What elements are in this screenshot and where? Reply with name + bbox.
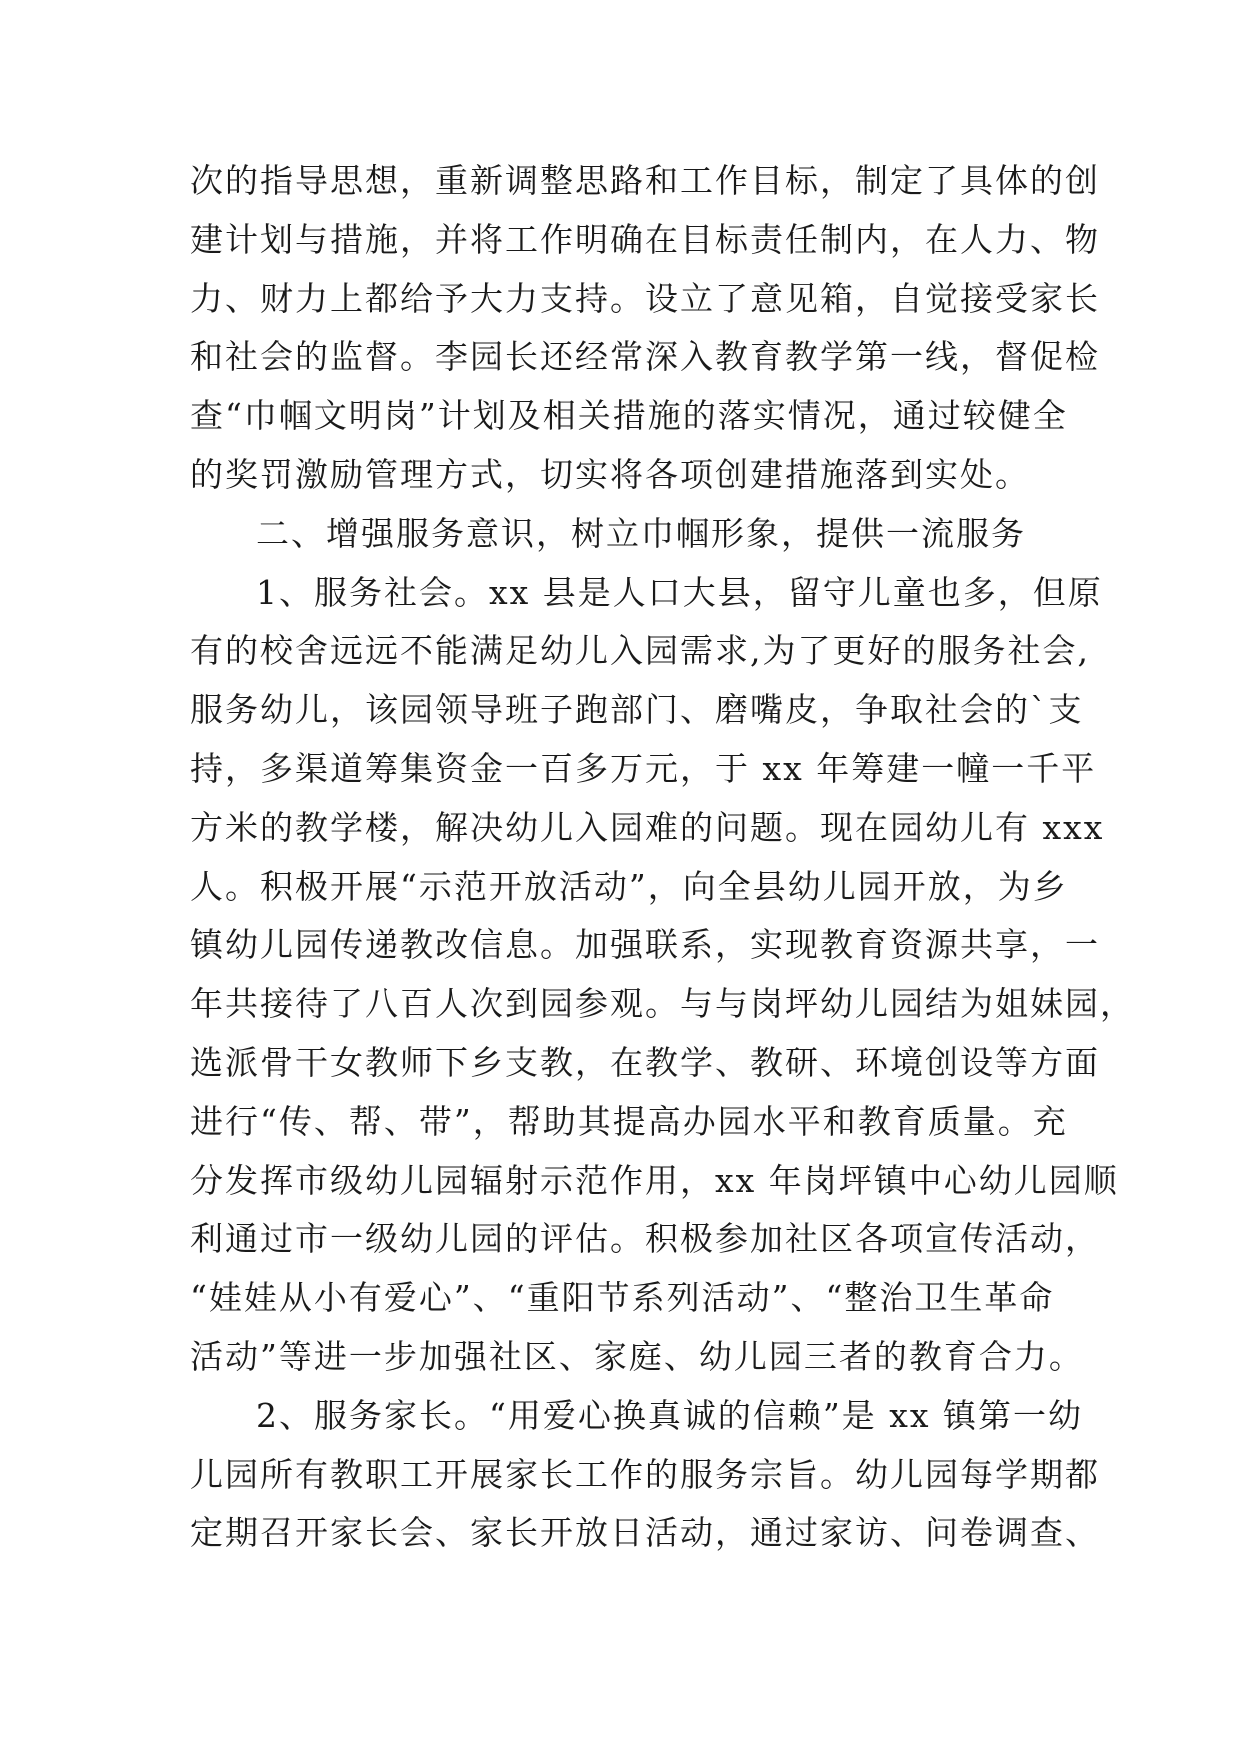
text-line: 活动”等进一步加强社区、家庭、幼儿园三者的教育合力。 — [190, 1336, 1084, 1376]
text-line: 人。积极开展“示范开放活动”，向全县幼儿园开放，为乡 — [190, 866, 1068, 906]
paragraph-start-line: 1、服务社会。xx 县是人口大县，留守儿童也多，但原 — [256, 572, 1103, 612]
text-line: 的奖罚激励管理方式，切实将各项创建措施落到实处。 — [190, 454, 1030, 494]
text-line: 服务幼儿，该园领导班子跑部门、磨嘴皮，争取社会的`支 — [190, 690, 1084, 730]
body-text — [190, 152, 1135, 1563]
text-line: 有的校舍远远不能满足幼儿入园需求,为了更好的服务社会, — [190, 631, 1090, 671]
text-line: 力、财力上都给予大力支持。设立了意见箱，自觉接受家长 — [190, 278, 1100, 318]
text-line: 次的指导思想，重新调整思路和工作目标，制定了具体的创 — [190, 161, 1100, 200]
text-line: 利通过市一级幼儿园的评估。积极参加社区各项宣传活动， — [190, 1219, 1100, 1259]
text-line: 持，多渠道筹集资金一百多万元，于 xx 年筹建一幢一千平 — [190, 748, 1097, 788]
text-line: 查“巾帼文明岗”计划及相关措施的落实情况，通过较健全 — [190, 396, 1068, 436]
text-line: 进行“传、帮、带”，帮助其提高办园水平和教育质量。充 — [190, 1101, 1068, 1141]
text-line: 分发挥市级幼儿园辐射示范作用，xx 年岗坪镇中心幼儿园顺 — [190, 1160, 1119, 1200]
text-line: 镇幼儿园传递教改信息。加强联系，实现教育资源共享，一 — [190, 925, 1100, 965]
text-line: 年共接待了八百人次到园参观。与与岗坪幼儿园结为姐妹园， — [190, 984, 1135, 1024]
text-line: 选派骨干女教师下乡支教，在教学、教研、环境创设等方面 — [190, 1042, 1100, 1082]
text-line: 和社会的监督。李园长还经常深入教育教学第一线，督促检 — [190, 337, 1100, 377]
text-line: 儿园所有教职工开展家长工作的服务宗旨。幼儿园每学期都 — [190, 1454, 1100, 1494]
text-line: 定期召开家长会、家长开放日活动，通过家访、问卷调查、 — [190, 1513, 1100, 1553]
section-heading: 二、增强服务意识，树立巾帼形象，提供一流服务 — [256, 513, 1026, 553]
paragraph-start-line: 2、服务家长。“用爱心换真诚的信赖”是 xx 镇第一幼 — [256, 1395, 1083, 1435]
text-line: 建计划与措施，并将工作明确在目标责任制内，在人力、物 — [190, 219, 1100, 259]
text-line: “娃娃从小有爱心”、“重阳节系列活动”、“整治卫生革命 — [190, 1278, 1055, 1318]
text-line: 方米的教学楼，解决幼儿入园难的问题。现在园幼儿有 xxx — [190, 807, 1105, 847]
